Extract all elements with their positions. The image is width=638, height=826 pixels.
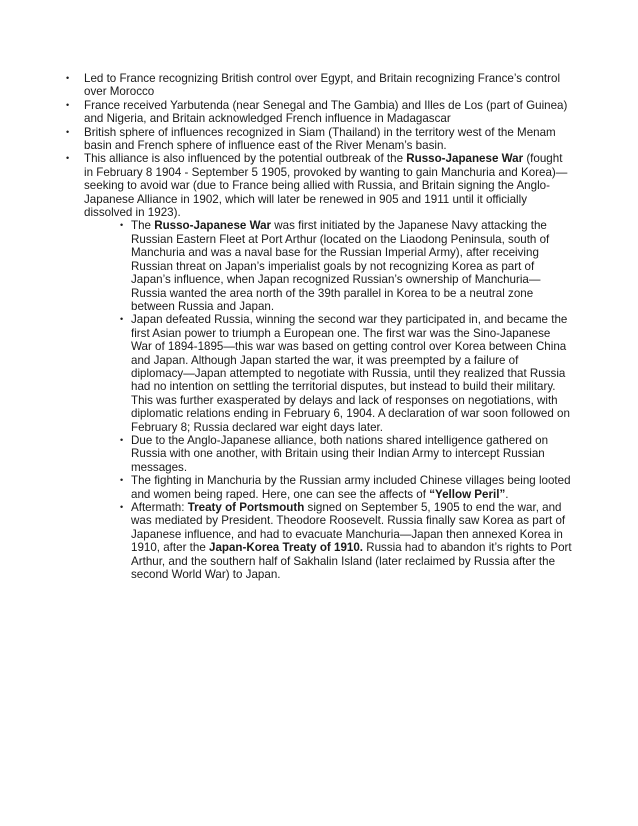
sub-list-item	[84, 313, 572, 434]
bold-term: “Yellow Peril”	[429, 487, 506, 501]
item-text: The	[131, 219, 155, 233]
bullet-icon: •	[120, 434, 124, 445]
bullet-icon: •	[120, 314, 124, 325]
item-text: signed on September 5, 1905 to end the war, and was mediated by President. Theodore Roosevelt. Russia finally saw Korea as part of Japanese influence, and had to evacuate Manchuria—Japan then annexed Korea in 1910, after the	[131, 501, 566, 555]
item-text: British sphere of influences recognized in Siam (Thailand) in the territory west of the Menam basin and French sphere of influence east of the River Menam’s basin.	[84, 125, 556, 153]
item-text: This alliance is also influenced by the potential outbreak of the	[84, 152, 407, 166]
list-item	[66, 126, 572, 153]
list-item	[66, 72, 572, 99]
list-item	[66, 99, 572, 126]
bold-term: Treaty of Portsmouth	[187, 501, 305, 514]
sub-list-item	[84, 434, 572, 474]
bullet-icon: •	[66, 126, 70, 137]
item-text: was first initiated by the Japanese Navy attacking the Russian Eastern Fleet at Port Arthur (located on the Liaodong Peninsula, south of Manchuria and was a naval base for the Russian Imperial Army), after receiving Russian threat on Japan’s imperialist goals by not recognizing Korea as part of Japan’s influence, when Japan recognized Russian’s ownership of Manchuria—Russia wanted the area north of the 39th parallel in Korea to be a neutral zone between Russia and Japan.	[131, 219, 550, 313]
bullet-icon: •	[120, 502, 124, 512]
item-text: Due to the Anglo-Japanese alliance, both nations shared intelligence gathered on Russia with one another, with Britain using their Indian Army to intercept Russian messages.	[131, 433, 549, 474]
item-text: (fought in February 8 1904 - September 5 1905, provoked by wanting to gain Manchuria and Korea)—seeking to avoid war (due to France being allied with Russia, and Britain signing the Anglo-Japanese Alliance in 1902, which will later be renewed in 905 and 1911 until it officially dissolved in 1923).	[84, 152, 568, 220]
item-text: The fighting in Manchuria by the Russian army included Chinese villages being looted and women being raped. Here, one can see the affects of	[131, 474, 571, 501]
bullet-icon: •	[120, 475, 124, 486]
item-text: Japan defeated Russia, winning the second war they participated in, and became the first Asian power to triumph a European one. The first war was the Sino-Japanese War of 1894-1895—this war was based on getting control over Korea between China and Japan. Although Japan started the war, it was preempted by a failure of diplomacy—Japan attempted to negotiate with Russia, until they realized that Russia had no intention on settling the territorial disputes, but instead to build their military. This was further exasperated by delays and lack of responses on negotiations, with diplomatic relations ending in February 6, 1904. A declaration of war soon followed on February 8; Russia declared war eight days later.	[131, 313, 570, 434]
bold-term: Russo-Japanese War	[406, 152, 524, 166]
item-text: Russia had to abandon it’s rights to Port Arthur, and the southern half of Sakhalin Island (later reclaimed by Russia after the second World War) to Japan.	[131, 541, 572, 582]
sub-list-item	[84, 474, 572, 501]
item-text: .	[505, 487, 509, 501]
list-item	[66, 152, 572, 581]
bullet-icon: •	[120, 220, 124, 231]
bold-term: Russo-Japanese War	[154, 219, 272, 233]
bullet-icon: •	[66, 153, 70, 164]
sub-list-item	[84, 219, 572, 313]
item-text: Led to France recognizing British control over Egypt, and Britain recognizing France’s control over Morocco	[84, 72, 561, 99]
bold-term: Japan-Korea Treaty of 1910.	[209, 541, 364, 555]
bullet-icon: •	[66, 73, 70, 83]
item-text: France received Yarbutenda (near Senegal and The Gambia) and Illes de Los (part of Guinea) and Nigeria, and Britain acknowledged French influence in Madagascar	[84, 98, 568, 126]
item-text: Aftermath:	[131, 501, 188, 514]
bullet-list	[66, 72, 572, 581]
sub-list-item	[84, 501, 572, 581]
bullet-icon: •	[66, 99, 70, 110]
sub-bullet-list	[84, 219, 572, 581]
